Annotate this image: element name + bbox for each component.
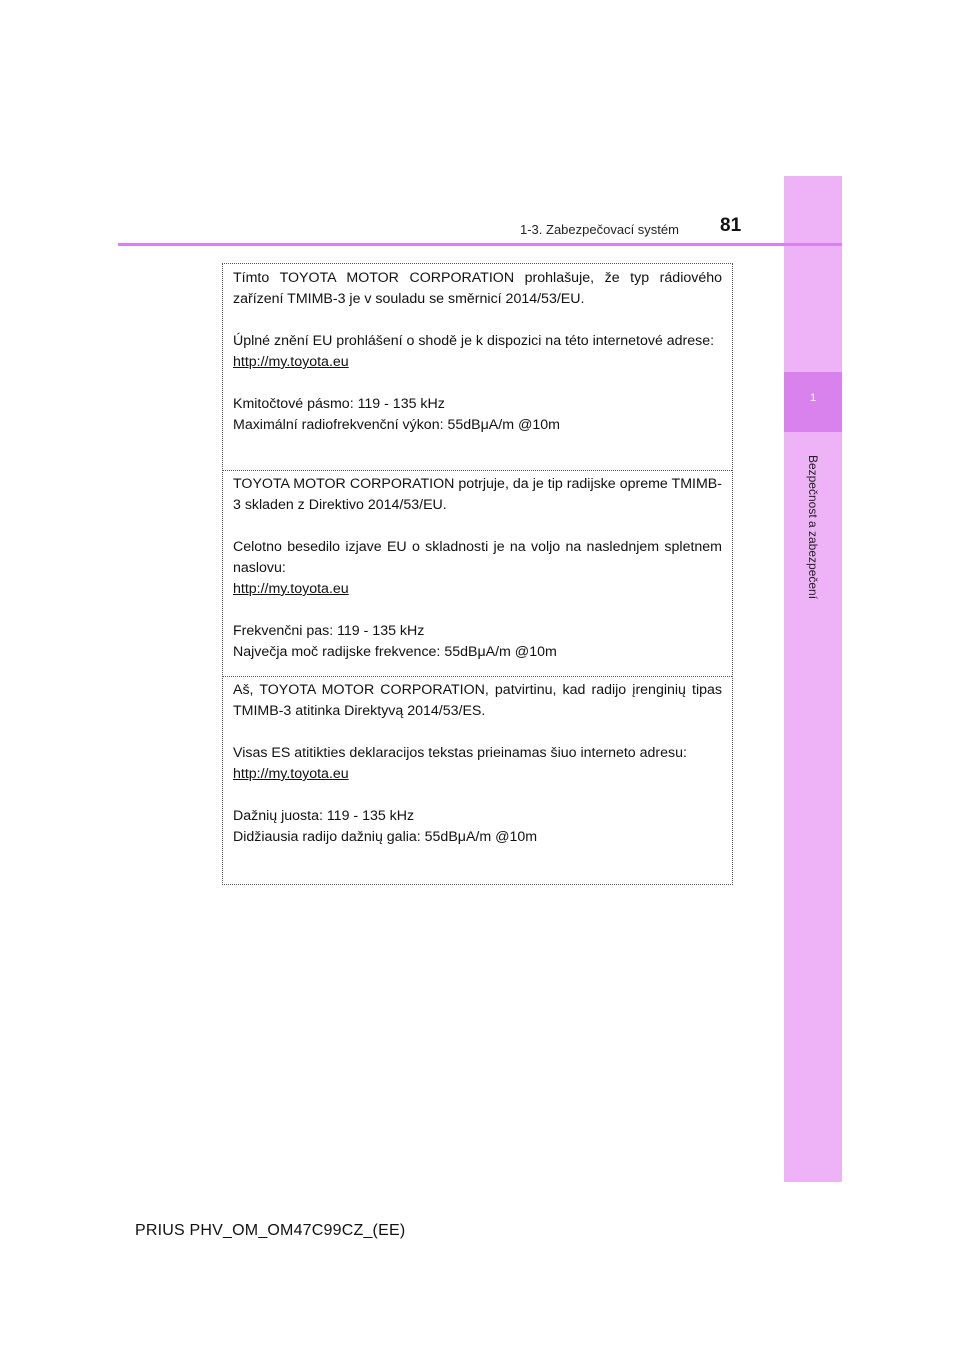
chapter-number-box	[784, 372, 842, 432]
document-code: PRIUS PHV_OM_OM47C99CZ_(EE)	[135, 1222, 406, 1239]
frequency-text: Dažnių juosta: 119 - 135 kHz	[233, 808, 415, 824]
chapter-title: Bezpečnost a zabezpečení	[806, 454, 820, 600]
header-rule	[118, 243, 842, 246]
section-divider	[223, 676, 732, 677]
frequency-text: Frekvenčni pas: 119 - 135 kHz	[233, 623, 425, 639]
chapter-number: 1	[809, 392, 817, 404]
chapter-side-tab	[784, 176, 842, 1182]
power-text: Maximální radiofrekvenční výkon: 55dBμA/m @10m	[233, 417, 560, 433]
toyota-link[interactable]: http://my.toyota.eu	[233, 581, 349, 597]
info-text: Úplné znění EU prohlášení o shodě je k dispozici na této internetové adrese:	[233, 333, 715, 349]
declaration-text: TOYOTA MOTOR CORPORATION potrjuje, da je tip radijske opreme TMIMB-3 skladen z Direktivo 2014/53/EU.	[233, 476, 722, 513]
notice-block-lt	[223, 680, 732, 848]
notice-block-cs	[223, 268, 732, 436]
toyota-link[interactable]: http://my.toyota.eu	[233, 766, 349, 782]
power-text: Didžiausia radijo dažnių galia: 55dBμA/m @10m	[233, 829, 538, 845]
declaration-text: Tímto TOYOTA MOTOR CORPORATION prohlašuje, že typ rádiového zařízení TMIMB-3 je v souladu se směrnicí 2014/53/EU.	[233, 270, 722, 307]
info-text: Visas ES atitikties deklaracijos tekstas prieinamas šiuo interneto adresu:	[233, 745, 687, 761]
frequency-text: Kmitočtové pásmo: 119 - 135 kHz	[233, 396, 445, 412]
power-text: Največja moč radijske frekvence: 55dBμA/m @10m	[233, 644, 557, 660]
section-title: 1-3. Zabezpečovací systém	[520, 222, 679, 237]
page-number: 81	[720, 215, 742, 236]
section-divider	[223, 470, 732, 471]
declaration-text: Aš, TOYOTA MOTOR CORPORATION, patvirtinu, kad radijo įrenginių tipas TMIMB-3 atitinka Direktyvą 2014/53/ES.	[233, 682, 722, 719]
declaration-box	[222, 263, 733, 885]
info-text: Celotno besedilo izjave EU o skladnosti je na voljo na naslednjem spletnem naslovu:	[233, 539, 722, 576]
toyota-link[interactable]: http://my.toyota.eu	[233, 354, 349, 370]
notice-block-sl	[223, 474, 732, 663]
